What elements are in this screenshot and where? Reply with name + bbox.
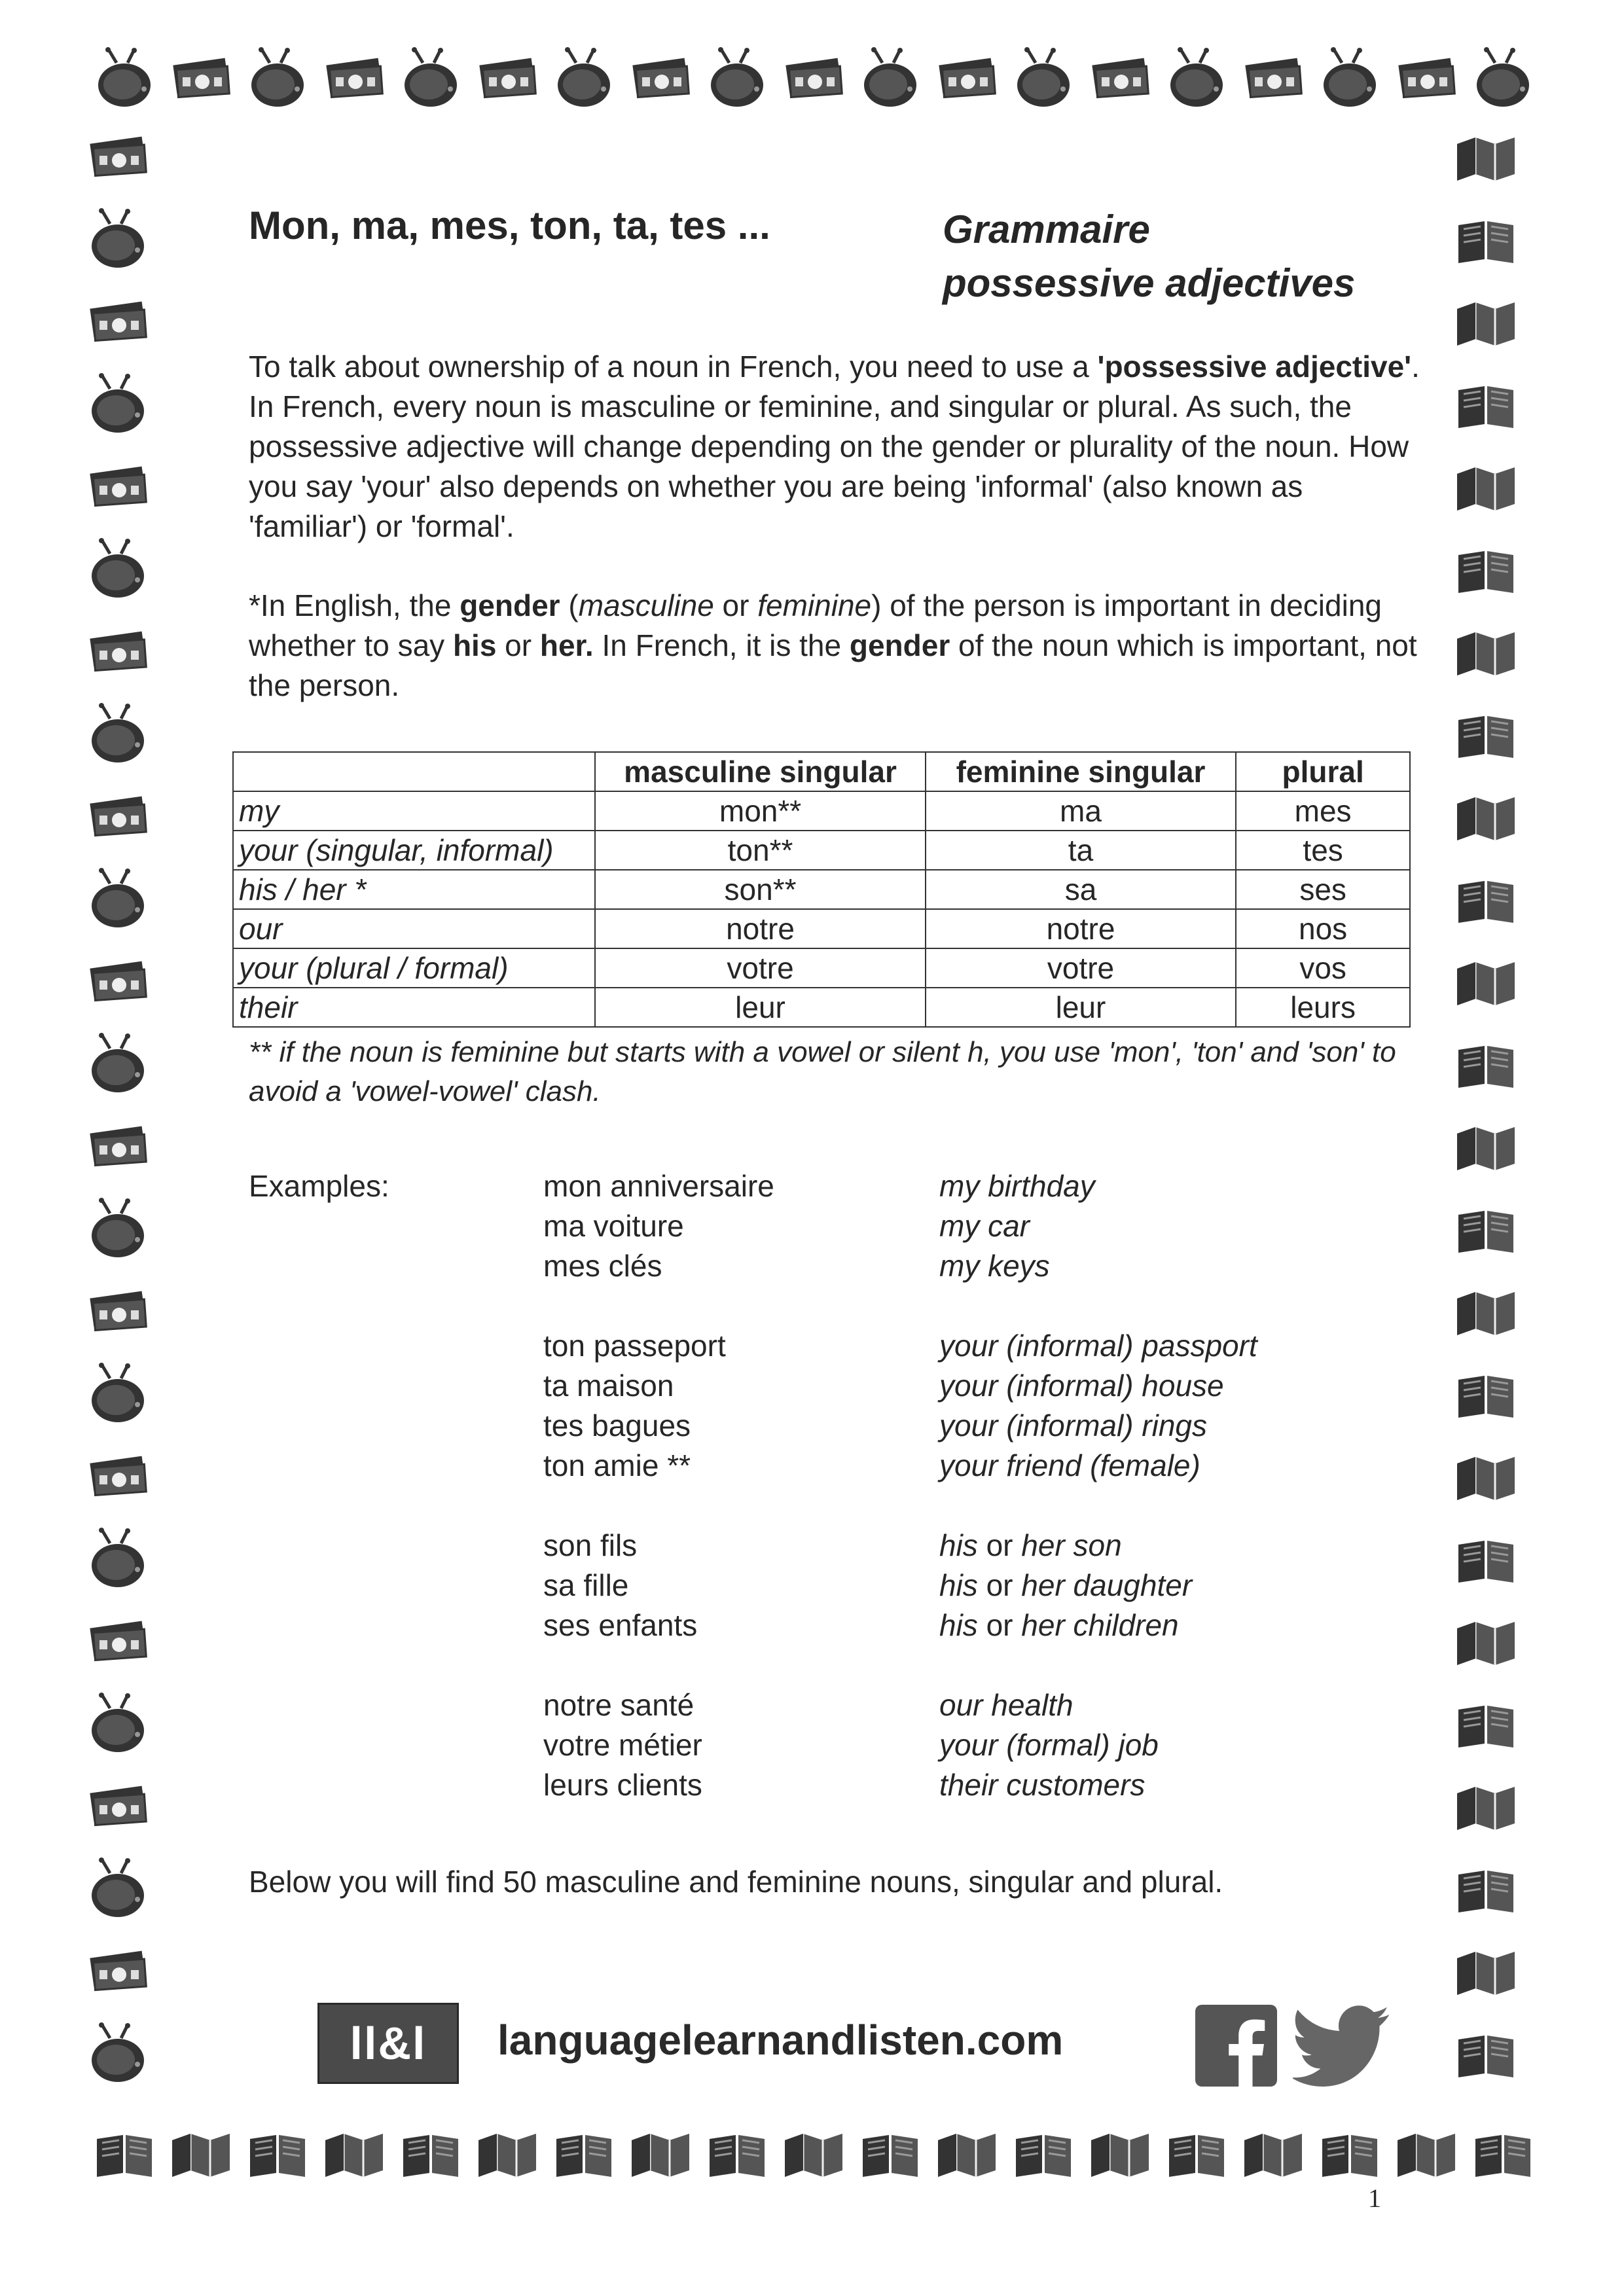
money-icon bbox=[1394, 46, 1459, 111]
example-english-or: or bbox=[977, 1568, 1022, 1602]
map-icon bbox=[1453, 1609, 1519, 1674]
example-line bbox=[543, 1685, 1460, 1725]
facebook-icon[interactable] bbox=[1195, 2005, 1277, 2087]
tv-icon bbox=[1011, 46, 1076, 111]
example-french: ton amie ** bbox=[543, 1448, 691, 1482]
table-cell: our bbox=[233, 909, 595, 948]
example-french: votre métier bbox=[543, 1728, 702, 1762]
table-cell: your (plural / formal) bbox=[233, 948, 595, 988]
book-icon bbox=[1453, 2021, 1519, 2087]
example-english-part: his bbox=[939, 1528, 978, 1562]
map-icon bbox=[1453, 289, 1519, 355]
example-english: my car bbox=[939, 1209, 1030, 1243]
example-line bbox=[543, 1725, 1460, 1765]
map-icon bbox=[475, 2121, 540, 2186]
table-cell: votre bbox=[926, 948, 1236, 988]
map-icon bbox=[1453, 619, 1519, 685]
note-text: or bbox=[496, 628, 540, 662]
note-text: ) of the person is important in deciding whether to say bbox=[249, 588, 1382, 662]
example-line bbox=[543, 1566, 1460, 1605]
book-icon bbox=[1453, 1031, 1519, 1097]
money-icon bbox=[1240, 46, 1306, 111]
tv-icon bbox=[85, 207, 151, 272]
tv-icon bbox=[92, 46, 157, 111]
table-cell: leur bbox=[595, 988, 925, 1027]
example-english bbox=[939, 1605, 1179, 1645]
table-cell: their bbox=[233, 988, 595, 1027]
money-icon bbox=[934, 46, 1000, 111]
money-icon bbox=[628, 46, 693, 111]
tv-icon bbox=[85, 1361, 151, 1427]
examples-group-his-her bbox=[543, 1526, 1460, 1645]
table-cell: ma bbox=[926, 791, 1236, 831]
examples-label: Examples: bbox=[249, 1169, 389, 1203]
tv-icon bbox=[85, 1031, 151, 1097]
table-cell: sa bbox=[926, 870, 1236, 909]
examples-group-your bbox=[543, 1326, 1460, 1486]
book-icon bbox=[245, 2121, 310, 2186]
example-line bbox=[543, 1765, 1460, 1805]
book-icon bbox=[1453, 1691, 1519, 1757]
map-icon bbox=[1453, 1444, 1519, 1509]
example-english-or: or bbox=[977, 1528, 1022, 1562]
note-text: or bbox=[713, 588, 758, 622]
table-cell: his / her * bbox=[233, 870, 595, 909]
example-english bbox=[939, 1566, 1192, 1605]
table-row bbox=[233, 909, 1410, 948]
table-header-cell bbox=[233, 752, 595, 791]
money-icon bbox=[85, 1444, 151, 1509]
example-french: leurs clients bbox=[543, 1768, 702, 1802]
map-icon bbox=[1394, 2121, 1459, 2186]
table-cell: son** bbox=[595, 870, 925, 909]
tv-icon bbox=[704, 46, 770, 111]
table-cell: leurs bbox=[1236, 988, 1410, 1027]
example-french: ses enfants bbox=[543, 1608, 698, 1642]
example-line bbox=[543, 1326, 1460, 1366]
note-bold: her. bbox=[539, 628, 594, 662]
money-icon bbox=[475, 46, 540, 111]
tv-icon bbox=[85, 1856, 151, 1922]
book-icon bbox=[704, 2121, 770, 2186]
map-icon bbox=[1453, 1114, 1519, 1179]
example-line bbox=[543, 1605, 1460, 1645]
example-english: your (informal) rings bbox=[939, 1408, 1207, 1443]
book-icon bbox=[1453, 207, 1519, 272]
money-icon bbox=[85, 1774, 151, 1839]
money-icon bbox=[85, 1114, 151, 1179]
page-number: 1 bbox=[1368, 2183, 1381, 2213]
table-cell: tes bbox=[1236, 831, 1410, 870]
book-icon bbox=[1164, 2121, 1229, 2186]
map-icon bbox=[1087, 2121, 1153, 2186]
book-icon bbox=[1317, 2121, 1382, 2186]
example-english: your (informal) passport bbox=[939, 1329, 1257, 1363]
tv-icon bbox=[85, 2021, 151, 2087]
page-subtitle bbox=[943, 203, 1355, 310]
example-english bbox=[939, 1526, 1122, 1566]
tv-icon bbox=[85, 702, 151, 767]
table-header-cell: feminine singular bbox=[926, 752, 1236, 791]
map-icon bbox=[781, 2121, 846, 2186]
table-header-row bbox=[233, 752, 1410, 791]
note-text: of the noun which is important, not the person. bbox=[249, 628, 1417, 702]
example-french: tes bagues bbox=[543, 1408, 691, 1443]
possessive-adjectives-table bbox=[232, 751, 1411, 1028]
note-italic: masculine bbox=[578, 588, 714, 622]
example-french: mon anniversaire bbox=[543, 1169, 774, 1203]
table-row bbox=[233, 948, 1410, 988]
example-line bbox=[543, 1366, 1460, 1406]
example-english: my birthday bbox=[939, 1169, 1095, 1203]
example-english-part: her children bbox=[1021, 1608, 1179, 1642]
money-icon bbox=[85, 124, 151, 190]
page-title: Mon, ma, mes, ton, ta, tes ... bbox=[249, 204, 770, 247]
example-line bbox=[543, 1446, 1460, 1486]
table-header-cell: masculine singular bbox=[595, 752, 925, 791]
tv-icon bbox=[85, 1526, 151, 1592]
table-row bbox=[233, 831, 1410, 870]
examples-group-my bbox=[543, 1166, 1460, 1286]
brand-logo[interactable]: ll&l bbox=[317, 2003, 459, 2084]
gender-note-paragraph bbox=[249, 586, 1427, 706]
map-icon bbox=[1240, 2121, 1306, 2186]
title-row bbox=[249, 196, 1414, 314]
table-footnote: ** if the noun is feminine but starts with a vowel or silent h, you use 'mon', 'ton' and 'son' to avoid a 'vowel-vowel' clash. bbox=[249, 1036, 1396, 1107]
table-header-cell: plural bbox=[1236, 752, 1410, 791]
money-icon bbox=[85, 619, 151, 685]
money-icon bbox=[85, 949, 151, 1014]
example-english-part: her daughter bbox=[1021, 1568, 1193, 1602]
example-french: ton passeport bbox=[543, 1329, 726, 1363]
example-english-or: or bbox=[977, 1608, 1022, 1642]
table-cell: vos bbox=[1236, 948, 1410, 988]
table-row bbox=[233, 988, 1410, 1027]
example-french: notre santé bbox=[543, 1688, 695, 1722]
example-line bbox=[543, 1206, 1460, 1246]
money-icon bbox=[85, 1609, 151, 1674]
example-french: ma voiture bbox=[543, 1209, 684, 1243]
book-icon bbox=[1453, 1196, 1519, 1262]
tv-icon bbox=[857, 46, 923, 111]
example-english: our health bbox=[939, 1688, 1074, 1722]
intro-paragraph bbox=[249, 347, 1427, 547]
tv-icon bbox=[1470, 46, 1536, 111]
money-icon bbox=[85, 1939, 151, 2004]
table-cell: leur bbox=[926, 988, 1236, 1027]
table-cell: your (singular, informal) bbox=[233, 831, 595, 870]
map-icon bbox=[1453, 1279, 1519, 1344]
money-icon bbox=[1087, 46, 1153, 111]
intro-text: To talk about ownership of a noun in French, you need to use a bbox=[249, 350, 1098, 384]
money-icon bbox=[85, 784, 151, 850]
example-french: mes clés bbox=[543, 1249, 662, 1283]
tv-icon bbox=[85, 867, 151, 932]
example-french: sa fille bbox=[543, 1568, 629, 1602]
website-link[interactable]: languagelearnandlisten.com bbox=[497, 2017, 1064, 2064]
map-icon bbox=[321, 2121, 387, 2186]
note-bold: gender bbox=[460, 588, 560, 622]
tv-icon bbox=[85, 1691, 151, 1757]
book-icon bbox=[398, 2121, 463, 2186]
book-icon bbox=[1011, 2121, 1076, 2186]
twitter-icon[interactable] bbox=[1293, 2005, 1391, 2087]
tv-icon bbox=[85, 372, 151, 437]
book-icon bbox=[1453, 1526, 1519, 1592]
example-line bbox=[543, 1406, 1460, 1446]
table-cell: ses bbox=[1236, 870, 1410, 909]
map-icon bbox=[1453, 1939, 1519, 2004]
tv-icon bbox=[85, 1196, 151, 1262]
map-icon bbox=[168, 2121, 234, 2186]
table-cell: nos bbox=[1236, 909, 1410, 948]
book-icon bbox=[92, 2121, 157, 2186]
example-english: your friend (female) bbox=[939, 1448, 1200, 1482]
example-line bbox=[543, 1526, 1460, 1566]
book-icon bbox=[1453, 372, 1519, 437]
intro-text: . In French, every noun is masculine or feminine, and singular or plural. As such, the possessive adjective will change depending on the gender or plurality of the noun. How you say 'your' also depends on whether you are being 'informal' (also known as 'familiar') or 'formal'. bbox=[249, 350, 1420, 543]
tv-icon bbox=[551, 46, 617, 111]
example-english-part: her son bbox=[1021, 1528, 1122, 1562]
closing-sentence: Below you will find 50 masculine and feminine nouns, singular and plural. bbox=[249, 1865, 1223, 1899]
example-line bbox=[543, 1246, 1460, 1286]
book-icon bbox=[1470, 2121, 1536, 2186]
money-icon bbox=[85, 454, 151, 520]
book-icon bbox=[1453, 702, 1519, 767]
map-icon bbox=[628, 2121, 693, 2186]
tv-icon bbox=[85, 537, 151, 602]
book-icon bbox=[1453, 1361, 1519, 1427]
table-cell: ta bbox=[926, 831, 1236, 870]
note-bold: gender bbox=[849, 628, 950, 662]
table-cell: votre bbox=[595, 948, 925, 988]
table-row bbox=[233, 870, 1410, 909]
map-icon bbox=[934, 2121, 1000, 2186]
money-icon bbox=[168, 46, 234, 111]
book-icon bbox=[1453, 1856, 1519, 1922]
note-bold: his bbox=[452, 628, 497, 662]
tv-icon bbox=[1317, 46, 1382, 111]
example-french: son fils bbox=[543, 1528, 638, 1562]
map-icon bbox=[1453, 784, 1519, 850]
subtitle-line-1: Grammaire bbox=[943, 207, 1150, 251]
example-english-part: his bbox=[939, 1608, 978, 1642]
examples-group-plural-owners bbox=[543, 1685, 1460, 1805]
table-cell: my bbox=[233, 791, 595, 831]
table-cell: mon** bbox=[595, 791, 925, 831]
subtitle-line-2: possessive adjectives bbox=[943, 261, 1356, 305]
table-cell: ton** bbox=[595, 831, 925, 870]
book-icon bbox=[551, 2121, 617, 2186]
note-text: In French, it is the bbox=[593, 628, 850, 662]
money-icon bbox=[781, 46, 846, 111]
money-icon bbox=[85, 289, 151, 355]
example-french: ta maison bbox=[543, 1369, 674, 1403]
example-line bbox=[543, 1166, 1460, 1206]
note-text: ( bbox=[560, 588, 579, 622]
note-italic: feminine bbox=[757, 588, 872, 622]
table-row bbox=[233, 791, 1410, 831]
map-icon bbox=[1453, 454, 1519, 520]
table-cell: notre bbox=[595, 909, 925, 948]
book-icon bbox=[1453, 867, 1519, 932]
map-icon bbox=[1453, 124, 1519, 190]
book-icon bbox=[1453, 537, 1519, 602]
money-icon bbox=[85, 1279, 151, 1344]
table-cell: mes bbox=[1236, 791, 1410, 831]
intro-bold-term: 'possessive adjective' bbox=[1097, 350, 1412, 384]
example-english: your (formal) job bbox=[939, 1728, 1159, 1762]
example-english: their customers bbox=[939, 1768, 1146, 1802]
map-icon bbox=[1453, 1774, 1519, 1839]
example-english: my keys bbox=[939, 1249, 1050, 1283]
book-icon bbox=[857, 2121, 923, 2186]
map-icon bbox=[1453, 949, 1519, 1014]
note-text: *In English, the bbox=[249, 588, 460, 622]
money-icon bbox=[321, 46, 387, 111]
tv-icon bbox=[1164, 46, 1229, 111]
example-english: your (informal) house bbox=[939, 1369, 1224, 1403]
example-english-part: his bbox=[939, 1568, 978, 1602]
tv-icon bbox=[398, 46, 463, 111]
table-cell: notre bbox=[926, 909, 1236, 948]
tv-icon bbox=[245, 46, 310, 111]
